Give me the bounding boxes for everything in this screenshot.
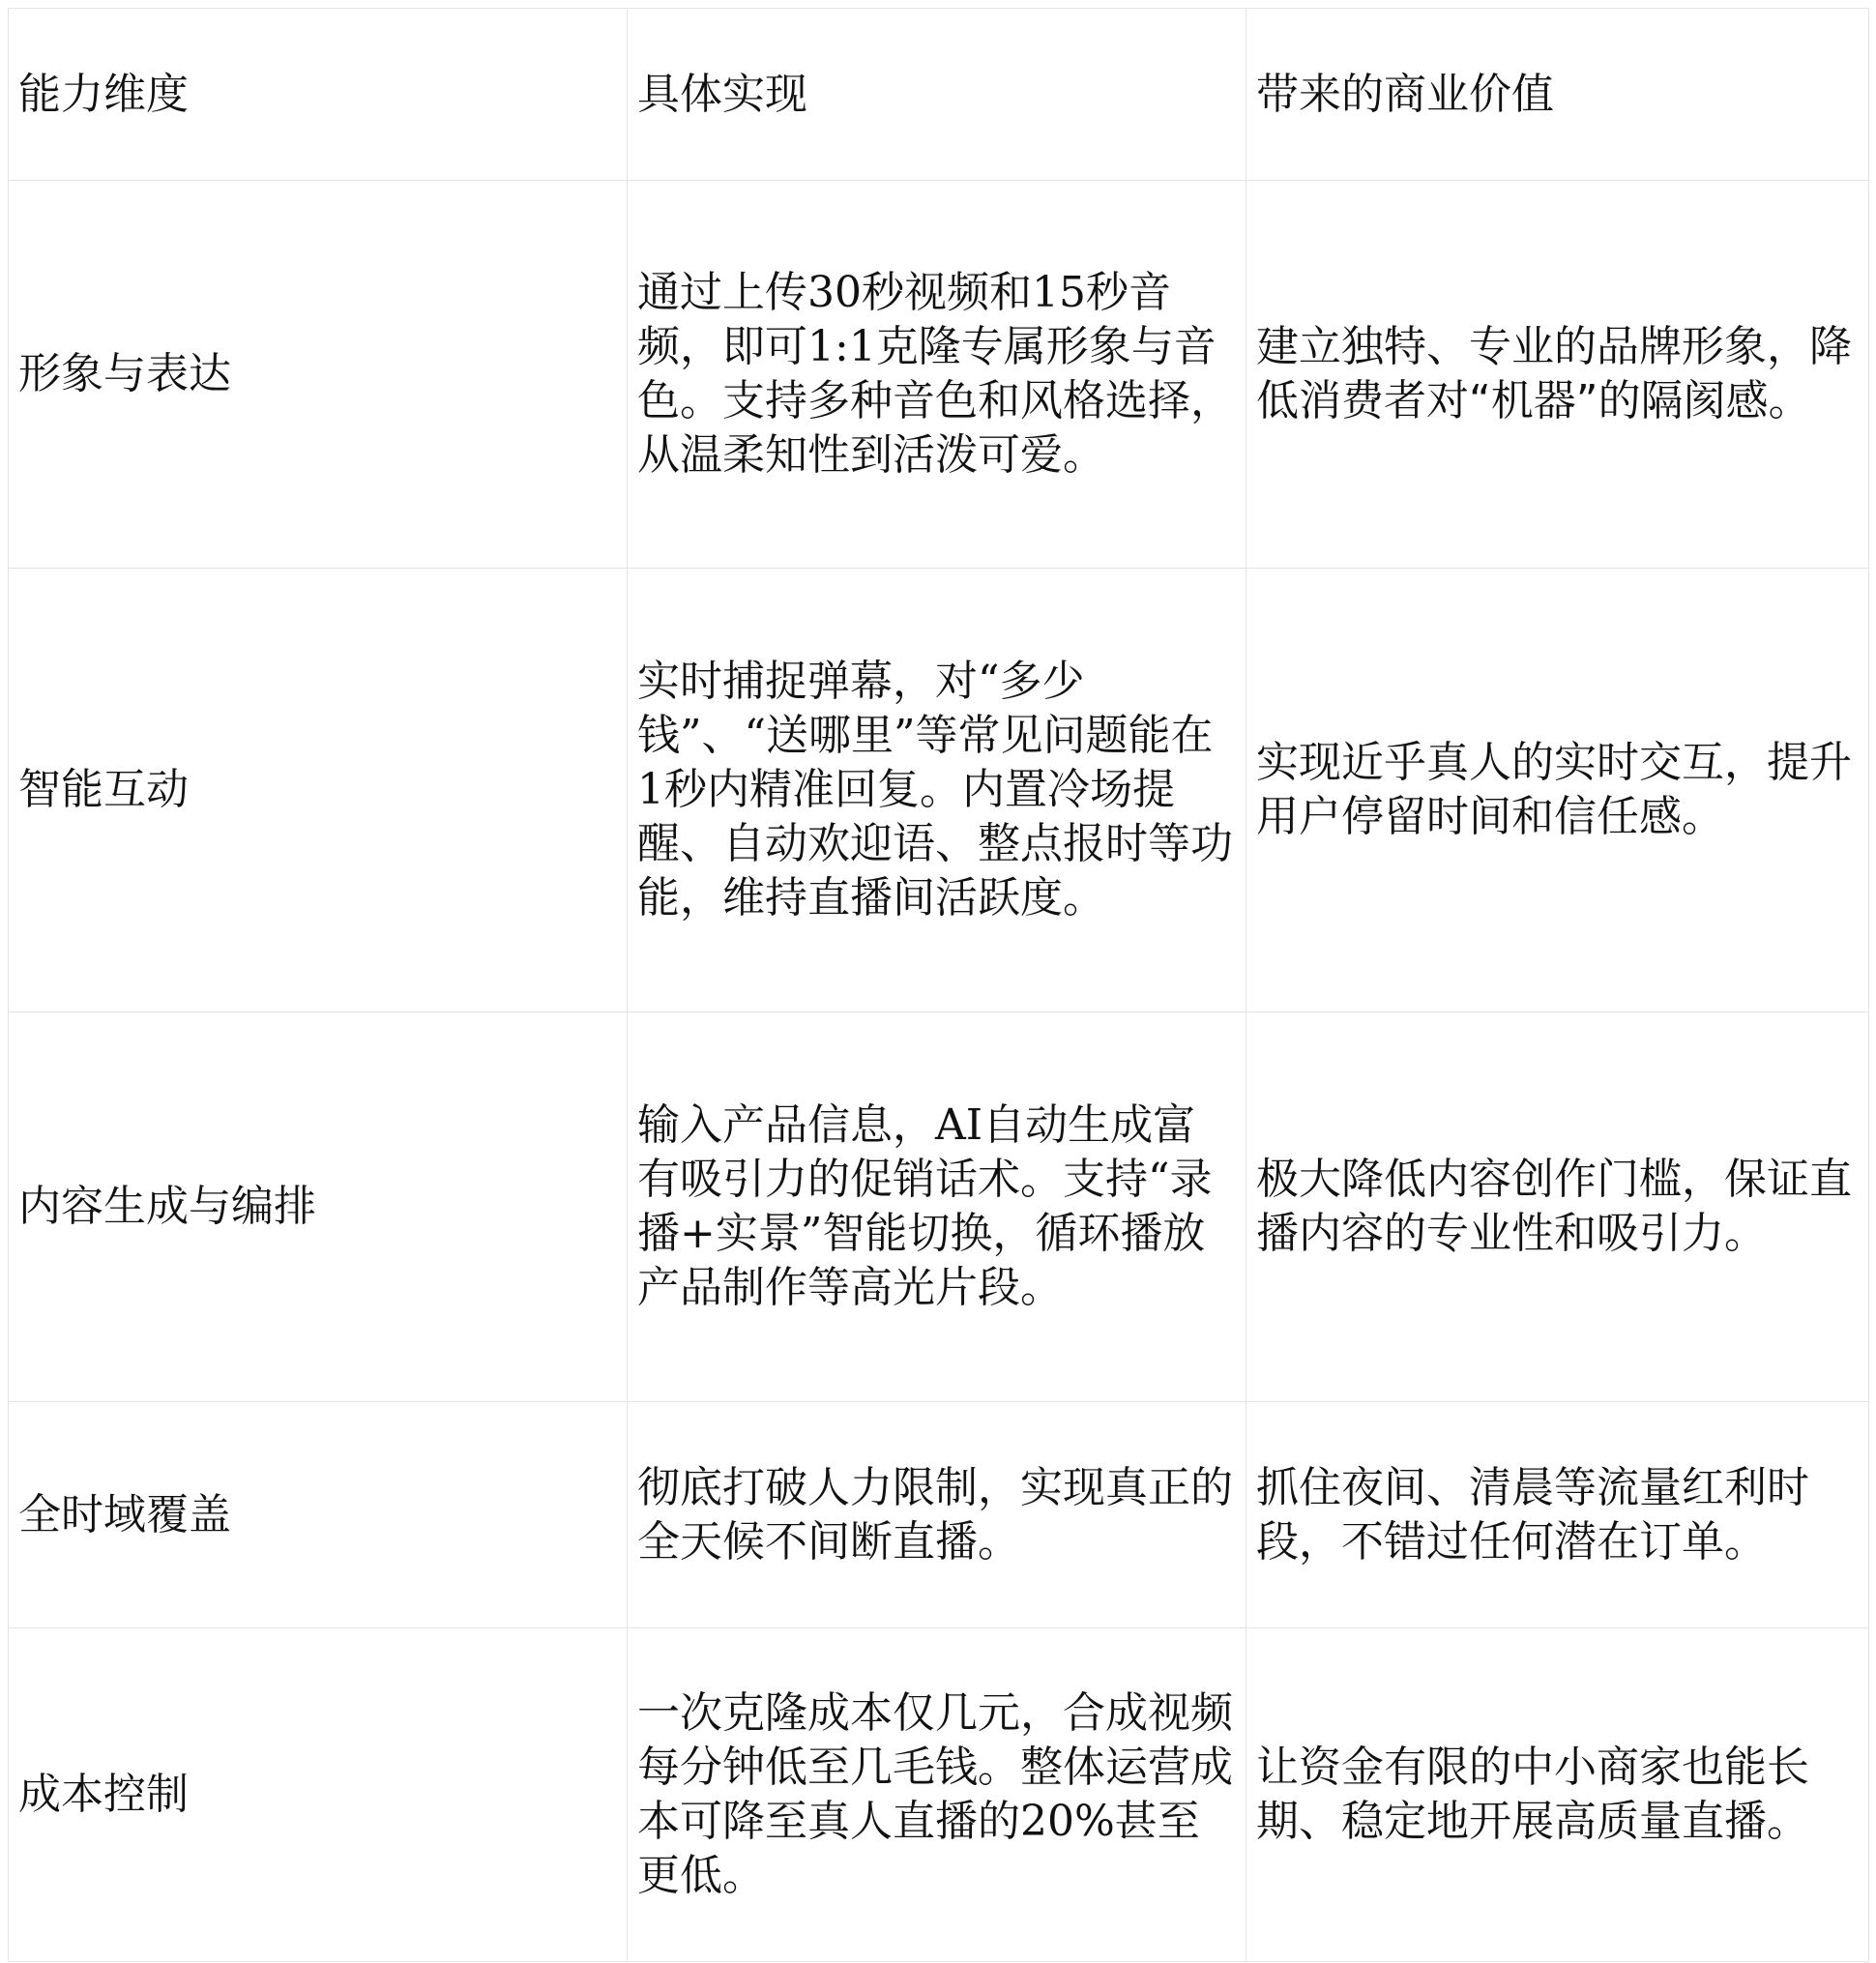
table-row [9, 1402, 1869, 1628]
table-row [9, 1012, 1869, 1402]
implementation-cell: 彻底打破人力限制，实现真正的全天候不间断直播。 [628, 1402, 1246, 1628]
dimension-cell: 成本控制 [9, 1628, 628, 1962]
implementation-cell: 实时捕捉弹幕，对“多少钱”、“送哪里”等常见问题能在1秒内精准回复。内置冷场提醒、自动欢迎语、整点报时等功能，维持直播间活跃度。 [628, 569, 1246, 1012]
header-implementation: 具体实现 [628, 9, 1246, 181]
business-value-cell: 建立独特、专业的品牌形象，降低消费者对“机器”的隔阂感。 [1246, 181, 1869, 569]
dimension-cell: 智能互动 [9, 569, 628, 1012]
business-value-cell: 实现近乎真人的实时交互，提升用户停留时间和信任感。 [1246, 569, 1869, 1012]
table-header-row [9, 9, 1869, 181]
table-row [9, 1628, 1869, 1962]
header-business-value: 带来的商业价值 [1246, 9, 1869, 181]
business-value-cell: 极大降低内容创作门槛，保证直播内容的专业性和吸引力。 [1246, 1012, 1869, 1402]
dimension-cell: 全时域覆盖 [9, 1402, 628, 1628]
dimension-cell: 形象与表达 [9, 181, 628, 569]
business-value-cell: 抓住夜间、清晨等流量红利时段，不错过任何潜在订单。 [1246, 1402, 1869, 1628]
dimension-cell: 内容生成与编排 [9, 1012, 628, 1402]
table-row [9, 569, 1869, 1012]
implementation-cell: 通过上传30秒视频和15秒音频，即可1:1克隆专属形象与音色。支持多种音色和风格选择，从温柔知性到活泼可爱。 [628, 181, 1246, 569]
table-row [9, 181, 1869, 569]
header-dimension: 能力维度 [9, 9, 628, 181]
capability-table [8, 8, 1869, 1962]
business-value-cell: 让资金有限的中小商家也能长期、稳定地开展高质量直播。 [1246, 1628, 1869, 1962]
implementation-cell: 一次克隆成本仅几元，合成视频每分钟低至几毛钱。整体运营成本可降至真人直播的20%甚至更低。 [628, 1628, 1246, 1962]
implementation-cell: 输入产品信息，AI自动生成富有吸引力的促销话术。支持“录播+实景”智能切换，循环播放产品制作等高光片段。 [628, 1012, 1246, 1402]
